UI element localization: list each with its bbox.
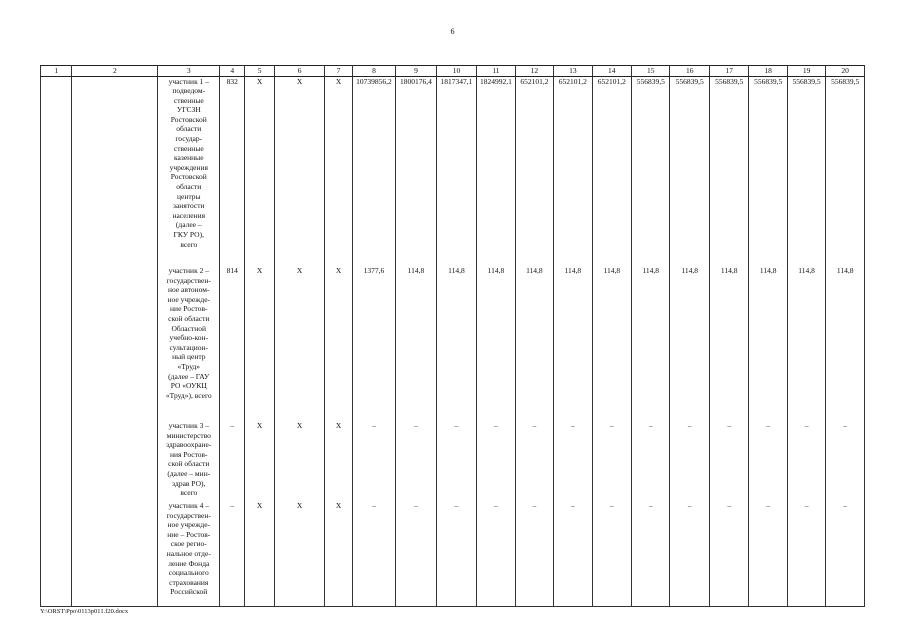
column-number-11: 11: [477, 66, 515, 77]
cell-col-6: Х: [274, 421, 325, 501]
cell-col-2: [72, 76, 158, 266]
description-line: Ростовской: [170, 114, 207, 124]
cell-col-9: –: [396, 501, 436, 606]
description-line: страхования: [169, 577, 209, 587]
description-line: учреждения: [169, 162, 208, 172]
table-body: [41, 76, 865, 606]
cell-col-4: –: [220, 501, 245, 606]
column-number-7: 7: [325, 66, 352, 77]
column-number-16: 16: [670, 66, 709, 77]
cell-col-13: –: [554, 501, 592, 606]
cell-col-8: –: [352, 421, 396, 501]
description-line: государствен-: [166, 510, 211, 520]
column-number-20: 20: [826, 66, 865, 77]
cell-col-20: –: [826, 501, 865, 606]
column-number-5: 5: [245, 66, 274, 77]
cell-col-15: 556839,5: [632, 76, 670, 266]
column-number-2: 2: [72, 66, 158, 77]
description-line: ской области: [168, 459, 210, 469]
description-line: подведом-: [172, 86, 206, 96]
description-line: Ростовской: [170, 172, 207, 182]
cell-col-15: –: [632, 421, 670, 501]
cell-col-10: –: [436, 421, 476, 501]
description-line: всего: [180, 239, 198, 249]
cell-col-4: 832: [220, 76, 245, 266]
description-line: Областной: [171, 323, 207, 333]
description-line: (далее – ГАУ: [168, 371, 210, 381]
cell-col-7: Х: [325, 421, 352, 501]
cell-col-18: 114,8: [749, 266, 787, 421]
cell-col-1: [41, 76, 72, 266]
cell-col-20: 114,8: [826, 266, 865, 421]
column-number-4: 4: [220, 66, 245, 77]
description-line: здрав РО),: [172, 478, 206, 488]
description-line: участник 3 –: [168, 421, 209, 430]
description-line: министерство: [166, 430, 211, 440]
description-line: центры: [177, 191, 201, 201]
cell-col-1: [41, 501, 72, 606]
column-number-18: 18: [749, 66, 787, 77]
cell-col-1: [41, 421, 72, 501]
cell-col-6: Х: [274, 266, 325, 421]
description-line: участник 2 –: [168, 266, 209, 275]
cell-col-16: 114,8: [670, 266, 709, 421]
column-number-1: 1: [41, 66, 72, 77]
description-line: нальное отде-: [166, 548, 211, 558]
description-line: ное учрежде-: [167, 294, 211, 304]
description-line: учебно-кон-: [169, 333, 208, 343]
column-number-9: 9: [396, 66, 436, 77]
cell-col-2: [72, 501, 158, 606]
cell-col-13: –: [554, 421, 592, 501]
description-line: всего: [180, 488, 198, 498]
table-row: [41, 266, 865, 421]
cell-col-6: Х: [274, 501, 325, 606]
description-line: области: [176, 182, 202, 192]
description-line: сультацион-: [169, 342, 209, 352]
cell-col-7: Х: [325, 501, 352, 606]
cell-col-6: Х: [274, 76, 325, 266]
cell-col-11: –: [477, 421, 515, 501]
cell-col-12: –: [515, 501, 553, 606]
cell-col-14: –: [592, 421, 631, 501]
column-number-row: [41, 66, 865, 77]
description-line: РО «ОУКЦ: [170, 381, 207, 391]
table-row: [41, 421, 865, 501]
description-line: государствен-: [166, 275, 211, 285]
table-row: [41, 76, 865, 266]
description-line: ГКУ РО),: [173, 230, 204, 239]
cell-col-18: 556839,5: [749, 76, 787, 266]
cell-col-12: –: [515, 421, 553, 501]
cell-col-5: Х: [245, 501, 274, 606]
table-row: [41, 501, 865, 606]
cell-col-8: 10739856,2: [352, 76, 396, 266]
column-number-3: 3: [158, 66, 220, 77]
cell-col-5: Х: [245, 76, 274, 266]
cell-col-8: –: [352, 501, 396, 606]
column-number-6: 6: [274, 66, 325, 77]
cell-col-2: [72, 266, 158, 421]
cell-col-16: –: [670, 421, 709, 501]
cell-col-5: Х: [245, 421, 274, 501]
cell-col-17: –: [709, 501, 748, 606]
cell-col-9: –: [396, 421, 436, 501]
column-number-19: 19: [787, 66, 825, 77]
cell-col-9: 114,8: [396, 266, 436, 421]
description-line: ное автоном-: [168, 285, 210, 295]
cell-col-17: –: [709, 421, 748, 501]
participant-description: [158, 266, 220, 421]
cell-col-17: 556839,5: [709, 76, 748, 266]
column-number-12: 12: [515, 66, 553, 77]
description-line: ное учрежде-: [167, 520, 211, 530]
cell-col-7: Х: [325, 266, 352, 421]
column-number-15: 15: [632, 66, 670, 77]
column-number-17: 17: [709, 66, 748, 77]
cell-col-19: –: [787, 421, 825, 501]
cell-col-20: 556839,5: [826, 76, 865, 266]
cell-col-16: –: [670, 501, 709, 606]
column-number-10: 10: [436, 66, 476, 77]
description-line: участник 4 –: [168, 501, 209, 510]
cell-col-14: 114,8: [592, 266, 631, 421]
participant-description: [158, 421, 220, 501]
description-line: ние – Ростов-: [167, 529, 211, 539]
cell-col-13: 114,8: [554, 266, 592, 421]
description-line: ление Фонда: [168, 558, 210, 568]
cell-col-11: 1824992,1: [477, 76, 515, 266]
cell-col-14: –: [592, 501, 631, 606]
description-line: социального: [168, 568, 209, 578]
description-line: области: [176, 124, 202, 134]
description-line: казенные: [174, 153, 204, 163]
cell-col-8: 1377,6: [352, 266, 396, 421]
column-number-8: 8: [352, 66, 396, 77]
cell-col-10: –: [436, 501, 476, 606]
cell-col-16: 556839,5: [670, 76, 709, 266]
cell-col-5: Х: [245, 266, 274, 421]
description-line: занятости: [173, 201, 205, 211]
cell-col-19: –: [787, 501, 825, 606]
description-line: населения: [172, 210, 206, 220]
description-line: ный центр: [172, 352, 206, 362]
description-line: (далее – мин-: [167, 468, 211, 478]
description-line: ственные: [173, 143, 204, 153]
description-line: ния Ростов-: [169, 449, 208, 459]
description-line: ние Ростов-: [170, 304, 208, 314]
description-line: Российской: [170, 587, 208, 597]
cell-col-15: 114,8: [632, 266, 670, 421]
cell-col-2: [72, 421, 158, 501]
cell-col-9: 1800176,4: [396, 76, 436, 266]
cell-col-19: 114,8: [787, 266, 825, 421]
cell-col-11: 114,8: [477, 266, 515, 421]
cell-col-4: –: [220, 421, 245, 501]
cell-col-10: 114,8: [436, 266, 476, 421]
description-line: участник 1 –: [168, 76, 209, 86]
description-line: «Труд»), всего: [165, 390, 212, 400]
cell-col-13: 652101,2: [554, 76, 592, 266]
column-number-14: 14: [592, 66, 631, 77]
description-line: здравоохране-: [166, 440, 212, 450]
cell-col-18: –: [749, 501, 787, 606]
cell-col-1: [41, 266, 72, 421]
cell-col-12: 114,8: [515, 266, 553, 421]
cell-col-18: –: [749, 421, 787, 501]
participant-description: [158, 501, 220, 606]
cell-col-14: 652101,2: [592, 76, 631, 266]
cell-col-4: 814: [220, 266, 245, 421]
description-line: (далее –: [175, 220, 202, 230]
cell-col-20: –: [826, 421, 865, 501]
cell-col-17: 114,8: [709, 266, 748, 421]
description-line: «Труд»: [177, 361, 201, 371]
description-line: УГСЗН: [176, 105, 201, 115]
cell-col-12: 652101,2: [515, 76, 553, 266]
participant-description: [158, 76, 220, 266]
cell-col-15: –: [632, 501, 670, 606]
description-line: ской области: [168, 313, 210, 323]
budget-table: [40, 65, 865, 607]
description-line: государ-: [175, 134, 203, 144]
cell-col-11: –: [477, 501, 515, 606]
cell-col-10: 1817347,1: [436, 76, 476, 266]
cell-col-19: 556839,5: [787, 76, 825, 266]
page-number: 6: [450, 27, 455, 36]
column-number-13: 13: [554, 66, 592, 77]
cell-col-7: Х: [325, 76, 352, 266]
footer-file-path: Y:\ORST\Ppo\0113p011.f20.docx: [40, 608, 129, 615]
description-line: ское регио-: [170, 539, 207, 549]
description-line: ственные: [173, 95, 204, 105]
